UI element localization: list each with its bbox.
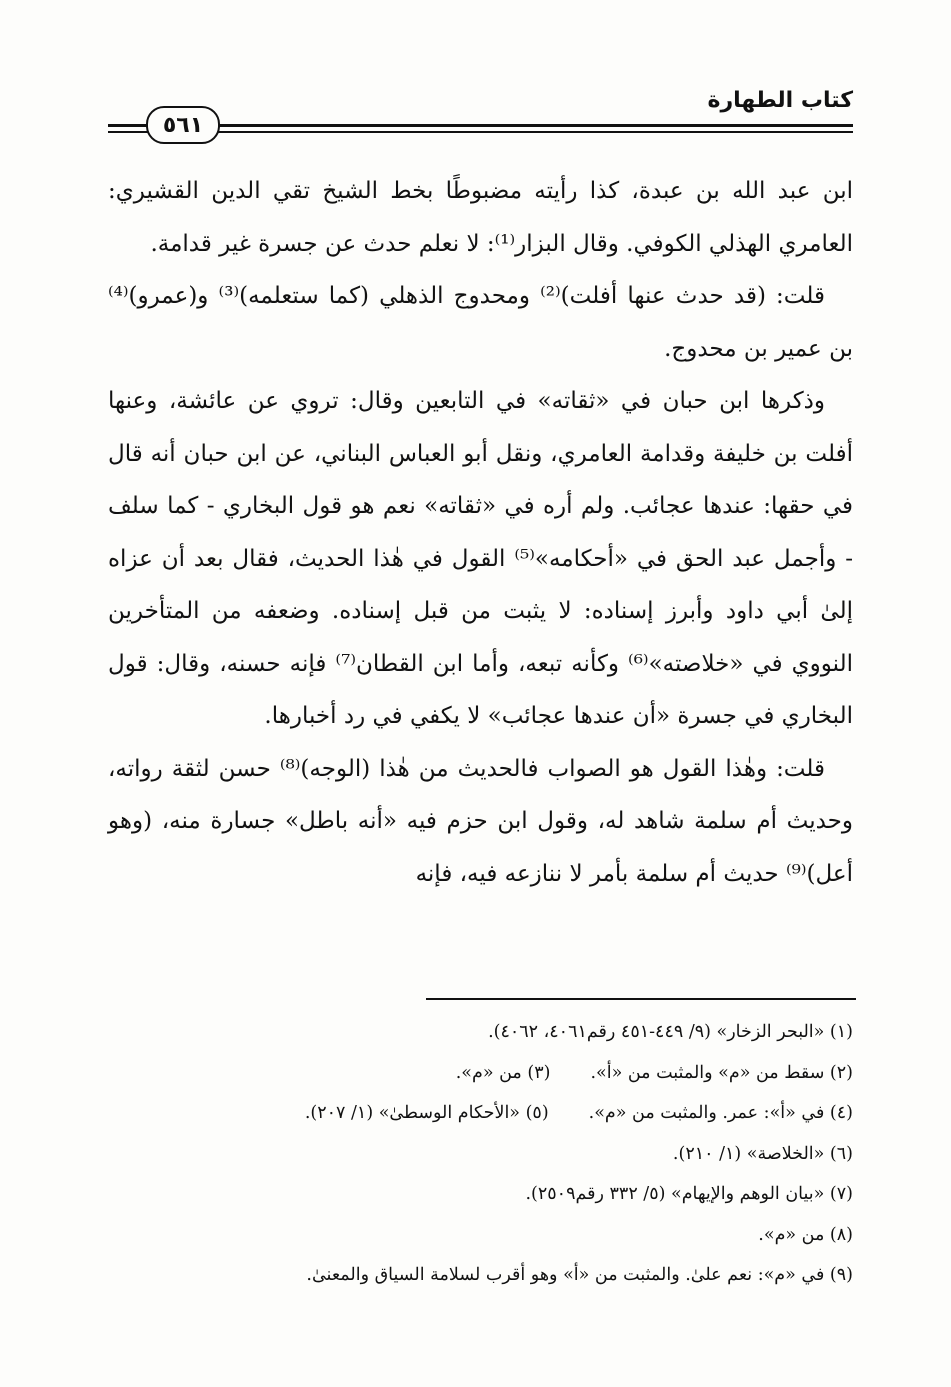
footnote-2: (٢) سقط من «م» والمثبت من «أ».	[590, 1062, 853, 1083]
footnotes	[108, 1012, 853, 1296]
page-header	[108, 78, 853, 148]
footnote-4: (٤) في «أ»: عمر. والمثبت من «م».	[588, 1103, 853, 1123]
header-rule-left-bottom	[108, 131, 148, 133]
footnote-row	[108, 1134, 853, 1175]
footnote-5: (٥) «الأحكام الوسطىٰ» (١/ ٢٠٧).	[304, 1103, 549, 1123]
footnote-row	[108, 1012, 853, 1053]
footnote-row	[108, 1215, 853, 1256]
main-text	[108, 165, 853, 900]
running-title: كتاب الطهارة	[707, 88, 853, 113]
footnote-7: (٧) «بيان الوهم والإيهام» (٥/ ٣٣٢ رقم٢٥٠٩).	[525, 1184, 853, 1204]
footnote-row	[108, 1053, 853, 1094]
footnote-6: (٦) «الخلاصة» (١/ ٢١٠).	[672, 1143, 853, 1164]
page-number: ٥٦١	[146, 106, 220, 144]
header-rule-left-top	[108, 124, 148, 127]
footnote-separator	[426, 998, 856, 1000]
header-rule-bottom	[218, 131, 853, 133]
paragraph-4: قلت: وهٰذا القول هو الصواب فالحديث من هٰذا (الوجه)⁽⁸⁾ حسن لثقة رواته، وحديث أم سلمة شاهد له، وقول ابن حزم فيه «أنه باطل» جسارة منه، (وهو أعل)⁽⁹⁾ حديث أم سلمة بأمر لا ننازعه فيه، فإنه	[108, 755, 853, 887]
footnote-3: (٣) من «م».	[455, 1062, 551, 1083]
footnote-row	[108, 1093, 853, 1134]
paragraph-3: وذكرها ابن حبان في «ثقاته» في التابعين وقال: تروي عن عائشة، وعنها أفلت بن خليفة وقدامة العامري، ونقل أبو العباس البناني، عن ابن حبان أنه قال في حقها: عندها عجائب. ولم أره في «ثقاته» نعم هو قول البخاري - كما سلف - وأجمل عبد الحق في «أحكامه»⁽⁵⁾ القول في هٰذا الحديث، فقال بعد أن عزاه إلىٰ أبي داود وأبرز إسناده: لا يثبت من قبل إسناده. وضعفه من المتأخرين النووي في «خلاصته»⁽⁶⁾ وكأنه تبعه، وأما ابن القطان⁽⁷⁾ فإنه حسنه، وقال: قول البخاري في جسرة «أن عندها عجائب» لا يكفي في رد أخبارها.	[108, 388, 854, 729]
paragraph-2: قلت: (قد حدث عنها أفلت)⁽²⁾ ومحدوج الذهلي (كما ستعلمه)⁽³⁾ و(عمرو)⁽⁴⁾ بن عمير بن محدوج.	[108, 283, 853, 362]
footnote-1: (١) «البحر الزخار» (٩/ ٤٤٩-٤٥١ رقم٤٠٦١، ٤٠٦٢).	[488, 1022, 853, 1042]
header-rule-top	[218, 124, 853, 127]
footnote-row	[108, 1255, 853, 1296]
footnote-9: (٩) في «م»: نعم علىٰ. والمثبت من «أ» وهو أقرب لسلامة السياق والمعنىٰ.	[306, 1265, 853, 1285]
footnote-row	[108, 1174, 853, 1215]
footnote-8: (٨) من «م».	[758, 1224, 853, 1245]
paragraph-1: ابن عبد الله بن عبدة، كذا رأيته مضبوطًا بخط الشيخ تقي الدين القشيري: العامري الهذلي الكوفي. وقال البزار⁽¹⁾: لا نعلم حدث عن جسرة غير قدامة.	[108, 178, 853, 257]
